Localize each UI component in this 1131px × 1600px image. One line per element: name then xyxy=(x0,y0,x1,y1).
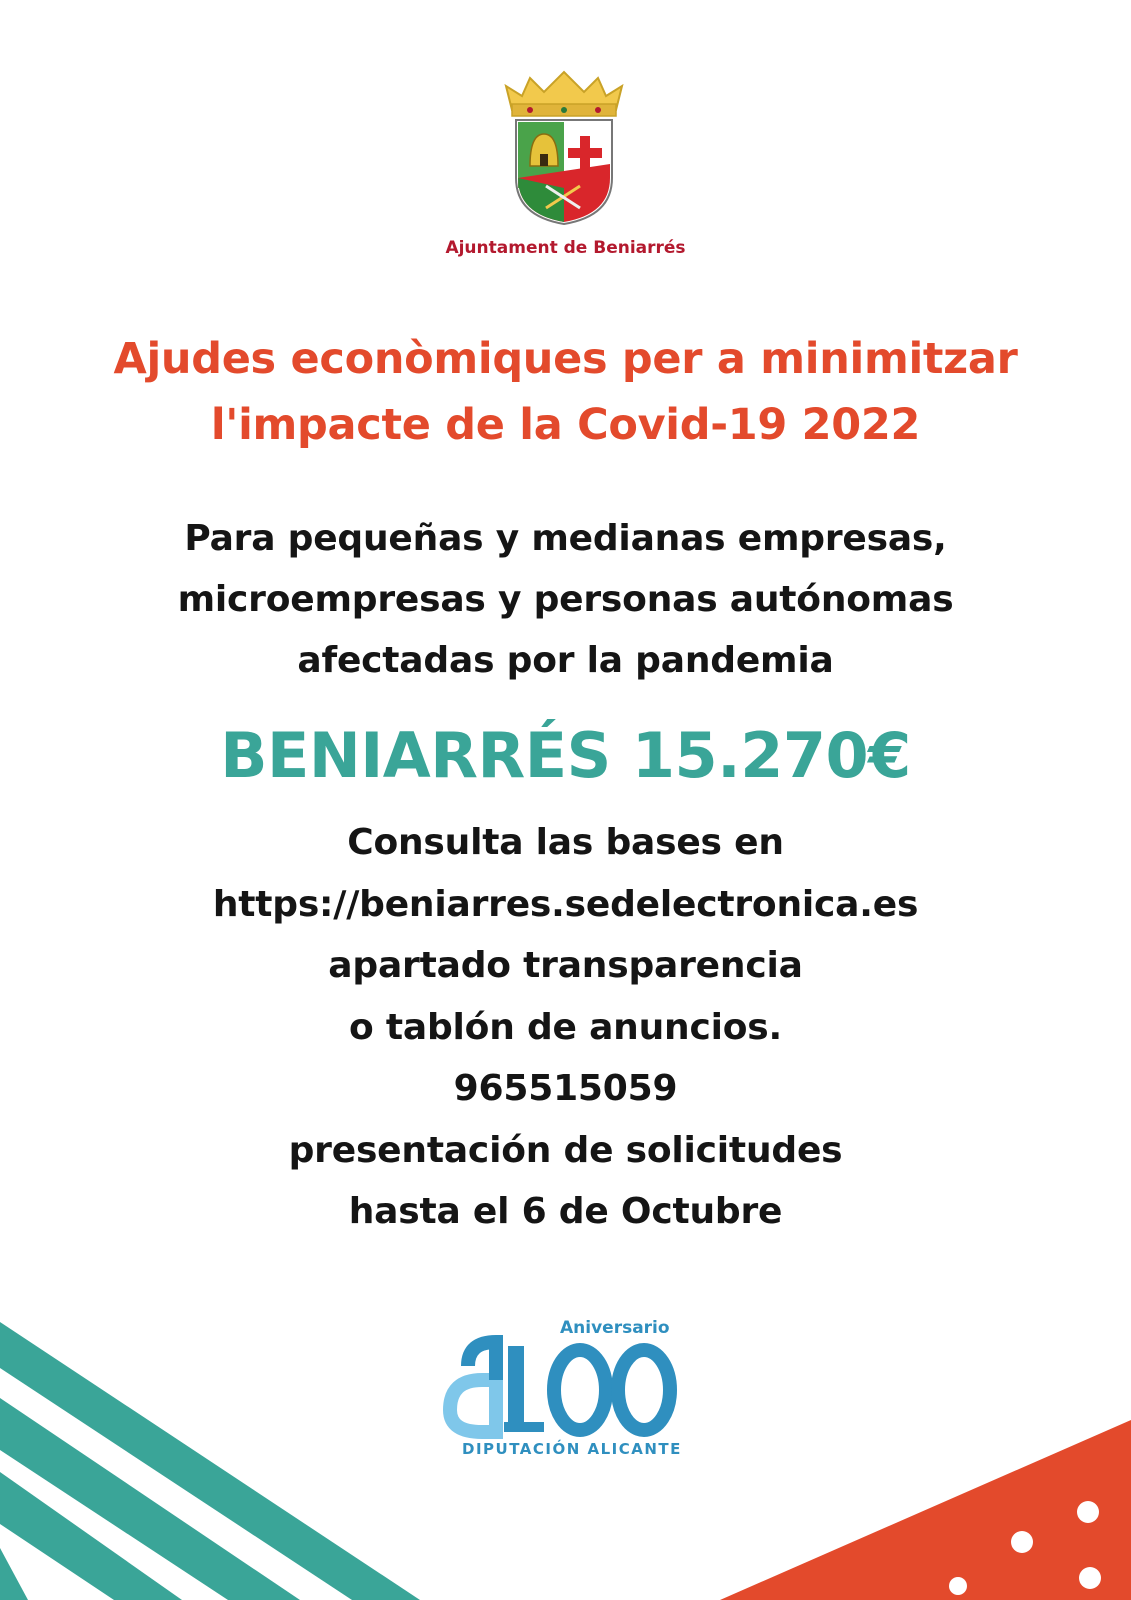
deadline-line: hasta el 6 de Octubre xyxy=(348,1191,783,1232)
logo-institution-text: DIPUTACIÓN ALICANTE xyxy=(462,1440,682,1458)
headline xyxy=(0,326,1131,458)
phone-number: 965515059 xyxy=(453,1068,678,1109)
audience-line: Para pequeñas y medianas empresas, xyxy=(184,518,947,559)
audience-line: afectadas por la pandemia xyxy=(297,640,834,681)
info-line: Consulta las bases en xyxy=(347,822,784,863)
info-line: apartado transparencia xyxy=(328,945,803,986)
headline-line: Ajudes econòmiques per a minimitzar xyxy=(113,334,1018,384)
audience-line: microempresas y personas autónomas xyxy=(177,579,954,620)
logo-anniversary-text: Aniversario xyxy=(560,1318,670,1338)
organization-name: Ajuntament de Beniarrés xyxy=(445,238,686,258)
orange-corner xyxy=(720,1420,1131,1600)
audience-text xyxy=(0,508,1131,691)
info-block xyxy=(0,812,1131,1243)
website-link[interactable]: https://beniarres.sedelectronica.es xyxy=(212,883,919,925)
headline-line: l'impacte de la Covid-19 2022 xyxy=(210,400,921,450)
diputacion-alicante-logo xyxy=(438,1318,698,1458)
teal-stripes xyxy=(0,1322,420,1600)
coat-of-arms-icon xyxy=(500,68,628,228)
funding-amount: BENIARRÉS 15.270€ xyxy=(220,719,911,792)
info-line: o tablón de anuncios. xyxy=(349,1006,782,1048)
info-line: presentación de solicitudes xyxy=(288,1129,843,1171)
